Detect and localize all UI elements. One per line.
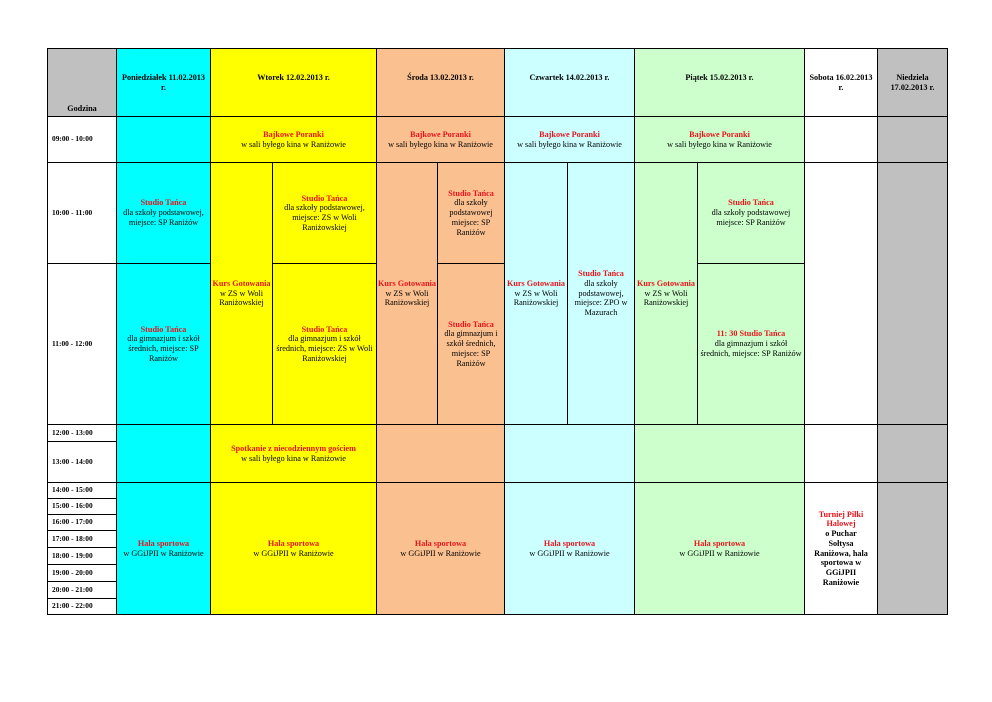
event-description: w GGiJPII w Raniżowie [529,548,610,558]
event-title: Studio Tańca [728,198,774,208]
time-label: 19:00 - 20:00 [52,567,93,577]
header-day-4 [504,48,635,117]
event-description: w sali byłego kina w Raniżowie [241,139,346,149]
time-label: 17:00 - 18:00 [52,533,93,543]
event-bajkowe-pt [634,116,805,163]
event-title: Bajkowe Poranki [410,129,471,139]
event-title: Studio Tańca [448,188,494,198]
event-title: Kurs Gotowania [212,278,271,288]
event-description: w sali byłego kina w Raniżowie [667,139,772,149]
empty-cell [804,116,878,163]
event-description: dla gimnazjum i szkół średnich, miejsce: SP Raniżów [700,339,802,358]
event-title: Bajkowe Poranki [263,129,324,139]
time-label: 12:00 - 13:00 [52,427,93,437]
event-title: Bajkowe Poranki [539,129,600,139]
time-label: 16:00 - 17:00 [52,517,93,527]
event-title: Hala sportowa [267,538,320,548]
event-turniej-sb [804,482,878,615]
event-title: Studio Tańca [140,324,187,334]
event-description: dla szkoły podstawowej, miejsce: SP Raniżów [123,208,204,227]
time-slot [47,547,117,565]
time-slot [47,498,117,515]
header-day-label: Środa 13.02.2013 r. [407,73,474,82]
event-title: Hala sportowa [137,538,190,548]
time-slot [47,530,117,548]
empty-cell [116,424,211,483]
header-godzina-label: Godzina [67,104,97,114]
event-title: Spotkanie z niecodziennym gościem [231,443,356,453]
event-title: Hala sportowa [543,538,596,548]
event-description: w GGiJPII w Raniżowie [123,548,204,558]
time-label: 11:00 - 12:00 [52,338,93,348]
event-description: w ZS w Woli Raniżowskiej [513,288,559,308]
event-description: w sali byłego kina w Raniżowie [241,453,346,463]
time-slot [47,482,117,499]
header-day-label: Poniedziałek 11.02.2013 r. [121,73,205,92]
event-title: Bajkowe Poranki [689,129,750,139]
event-bajkowe-wt [210,116,377,163]
time-slot [47,441,117,483]
time-slot [47,116,117,163]
event-title: Studio Tańca [301,324,348,334]
event-bajkowe-sr [376,116,505,163]
event-studio-wt-1 [272,162,377,264]
empty-cell [877,482,948,615]
header-godzina [47,48,117,117]
event-description: dla gimnazjum i szkół średnich, miejsce: SP Raniżów [127,334,200,363]
event-description: dla gimnazjum i szkół średnich, miejsce: ZS w Woli Raniżowskiej [276,334,373,363]
event-studio-cz [567,162,635,425]
empty-cell [877,116,948,163]
time-label: 14:00 - 15:00 [52,485,93,495]
empty-cell [877,162,948,425]
time-slot [47,564,117,582]
event-hala-pn [116,482,211,615]
event-description: dla szkoły podstawowej, miejsce: ZPO w Mazurach [574,278,628,317]
event-hala-pt [634,482,805,615]
event-description: dla szkoły podstawowej, miejsce: ZS w Woli Raniżowskiej [284,203,365,232]
event-studio-pn-2 [116,263,211,425]
event-studio-sr-2 [437,263,505,425]
event-hala-cz [504,482,635,615]
header-day-1 [116,48,211,117]
event-studio-pn-1 [116,162,211,264]
time-slot [47,598,117,615]
event-studio-pt-2 [697,263,805,425]
empty-cell [634,424,805,483]
event-description: o Puchar Sołtysa Raniżowa, hala sportowa w GGiJPII Raniżowie [814,529,868,587]
event-title: Studio Tańca [301,193,348,203]
time-label: 18:00 - 19:00 [52,550,93,560]
event-description: dla szkoły podstawowej miejsce: SP Raniżów [449,198,493,237]
event-description: w GGiJPII w Raniżowie [400,548,481,558]
event-title: Kurs Gotowania [636,278,695,288]
event-studio-sr-1 [437,162,505,264]
time-slot [47,263,117,425]
header-day-6 [804,48,878,117]
time-label: 13:00 - 14:00 [52,456,93,466]
time-label: 21:00 - 22:00 [52,601,93,611]
event-description: w sali byłego kina w Raniżowie [388,139,493,149]
event-kurs-pt [634,162,698,425]
event-description: w GGiJPII w Raniżowie [253,548,334,558]
event-title: Hala sportowa [414,538,467,548]
event-description: dla gimnazjum i szkół średnich, miejsce: SP Raniżów [444,329,498,368]
header-day-3 [376,48,505,117]
event-title: 11: 30 Studio Tańca [716,329,786,339]
event-hala-wt [210,482,377,615]
event-title: Hala sportowa [693,538,746,548]
event-bajkowe-cz [504,116,635,163]
event-description: w GGiJPII w Raniżowie [679,548,760,558]
event-studio-wt-2 [272,263,377,425]
event-hala-sr [376,482,505,615]
event-title: Kurs Gotowania [506,278,565,288]
header-day-7 [877,48,948,117]
time-slot [47,424,117,442]
header-day-5 [634,48,805,117]
event-kurs-cz [504,162,568,425]
event-description: w ZS w Woli Raniżowskiej [219,288,264,308]
header-day-label: Wtorek 12.02.2013 r. [257,73,330,82]
empty-cell [376,424,505,483]
time-label: 10:00 - 11:00 [52,207,93,217]
header-day-label: Sobota 16.02.2013 r. [809,73,873,92]
empty-cell [804,424,878,483]
header-day-label: Niedziela 17.02.2013 r. [890,73,935,92]
event-description: w sali byłego kina w Raniżowie [517,139,622,149]
time-label: 20:00 - 21:00 [52,584,93,594]
time-slot [47,514,117,531]
empty-cell [804,162,878,425]
event-description: dla szkoły podstawowej miejsce: SP Raniżów [711,208,791,227]
event-kurs-wt [210,162,273,425]
event-title: Studio Tańca [578,269,624,279]
empty-cell [504,424,635,483]
header-day-2 [210,48,377,117]
event-title: Turniej Piłki Halowej [818,509,864,529]
time-slot [47,162,117,264]
event-title: Studio Tańca [140,198,187,208]
event-title: Kurs Gotowania [378,278,437,288]
time-label: 15:00 - 16:00 [52,501,93,511]
event-description: w ZS w Woli Raniżowskiej [384,288,430,308]
event-kurs-sr [376,162,438,425]
time-slot [47,581,117,599]
empty-cell [116,116,211,163]
event-title: Studio Tańca [448,319,494,329]
event-spotkanie-wt [210,424,377,483]
empty-cell [877,424,948,483]
time-label: 09:00 - 10:00 [52,134,93,144]
event-studio-pt-1 [697,162,805,264]
event-description: w ZS w Woli Raniżowskiej [643,288,689,308]
header-day-label: Piątek 15.02.2013 r. [685,73,754,82]
header-day-label: Czwartek 14.02.2013 r. [529,73,610,82]
